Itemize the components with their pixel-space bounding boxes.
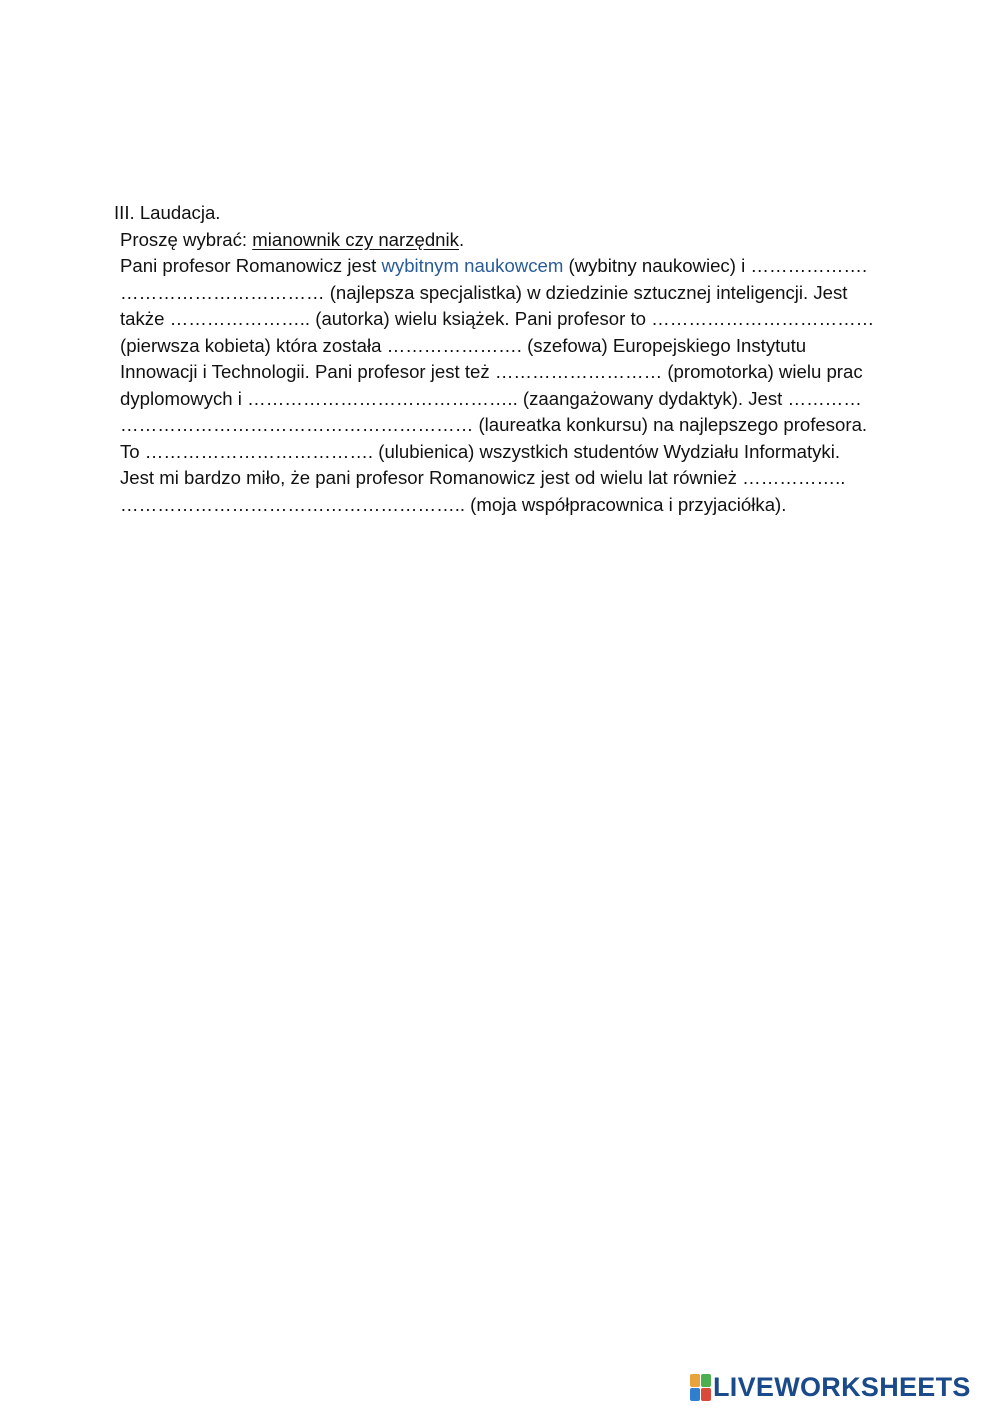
- exercise-line-4: (pierwsza kobieta) która została …………………. (szefowa) Europejskiego Instytutu: [120, 334, 807, 356]
- logo-text: LIVEWORKSHEETS: [713, 1371, 971, 1402]
- logo-square-icon: [690, 1388, 700, 1401]
- exercise-line-3: także ………………….. (autorka) wielu książek. Pani profesor to ………………………………: [120, 308, 875, 329]
- exercise-line-5: Innowacji i Technologii. Pani profesor jest też ……………………… (promotorka) wielu prac: [120, 361, 863, 382]
- exercise-line-1: [114, 253, 944, 280]
- exercise-line-6: dyplomowych i …………………………………….. (zaangażowany dydaktyk). Jest …………: [120, 387, 862, 409]
- logo-square-icon: [701, 1388, 711, 1401]
- instruction-prefix: Proszę wybrać:: [120, 228, 253, 250]
- exercise-text-after-example: (wybitny naukowiec) i ……………….: [563, 255, 868, 276]
- exercise-line-2: …………………………… (najlepsza specjalistka) w dziedzinie sztucznej inteligencji. Jest: [120, 281, 848, 303]
- exercise-line-10: ……………………………………………….. (moja współpracownica i przyjaciółka).: [120, 493, 787, 515]
- logo-square-icon: [701, 1374, 711, 1387]
- section-heading: III. Laudacja.: [114, 202, 221, 223]
- exercise-line-9: Jest mi bardzo miło, że pani profesor Romanowicz jest od wielu lat również ……………..: [120, 467, 846, 488]
- instruction-choice: mianownik czy narzędnik: [252, 228, 459, 250]
- exercise-line-8: To ………………………………. (ulubienica) wszystkich studentów Wydziału Informatyki.: [120, 440, 841, 462]
- example-answer: wybitnym naukowcem: [381, 255, 564, 276]
- worksheet-content: [114, 200, 944, 518]
- liveworksheets-logo-icon: [690, 1374, 710, 1400]
- instruction-suffix: .: [458, 228, 465, 250]
- logo-square-icon: [690, 1374, 700, 1387]
- exercise-line-7: ………………………………………………… (laureatka konkursu) na najlepszego profesora.: [120, 414, 868, 435]
- instruction-line: [114, 227, 944, 254]
- exercise-text-before-example: Pani profesor Romanowicz jest: [120, 255, 382, 276]
- liveworksheets-logo: [690, 1372, 971, 1402]
